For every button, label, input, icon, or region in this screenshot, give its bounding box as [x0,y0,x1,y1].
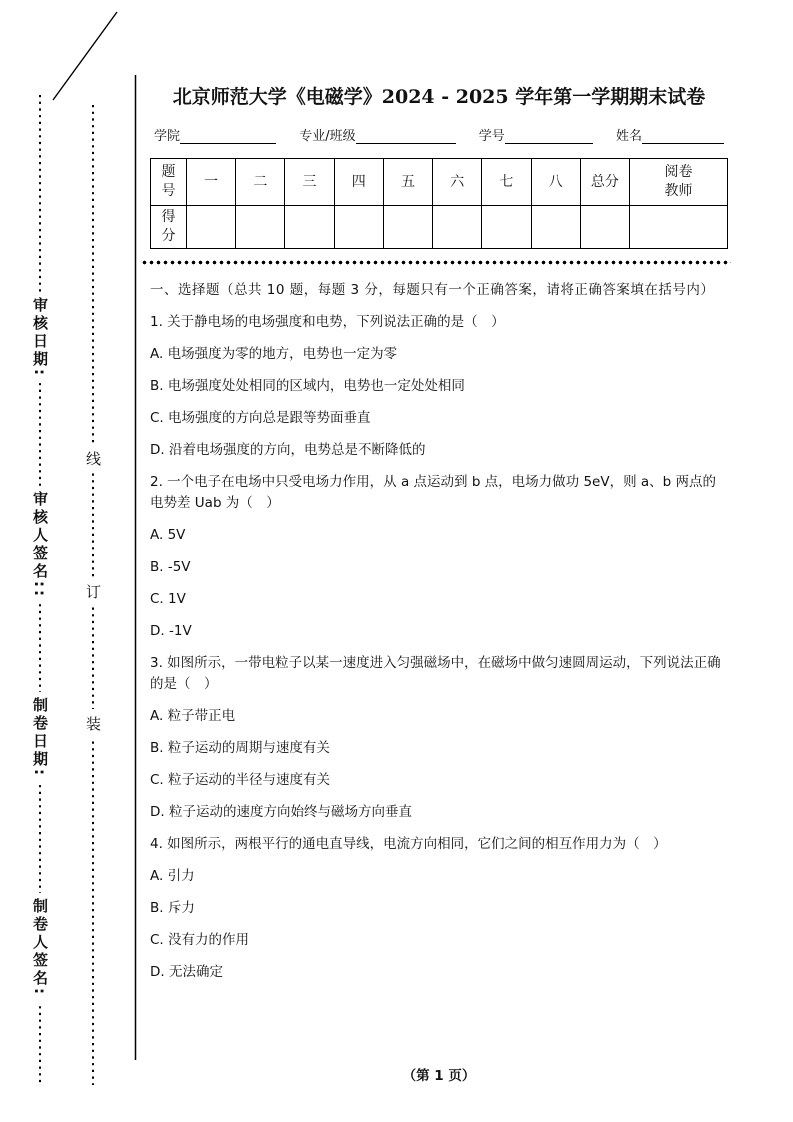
question-4-text: 4. 如图所示，两根平行的通电直导线，电流方向相同，它们之间的相互作用力为（ ） [150,836,667,852]
column-header-cell: 二 [236,159,285,206]
score-cell [383,206,432,249]
question-4-option-d: D. 无法确定 [150,964,223,980]
question-3-option-b: B. 粒子运动的周期与速度有关 [150,740,330,756]
question-4-option-c: C. 没有力的作用 [150,932,250,948]
binding-line-char-zhuang: 装 [85,709,102,738]
question-3-option-a: A. 粒子带正电 [150,708,236,724]
exam-content [150,82,728,994]
section-title: 一、选择题（总共 10 题，每题 3 分，每题只有一个正确答案，请将正确答案填在括号内） [150,282,715,298]
name-field [616,125,724,144]
questions-section [150,280,728,983]
question-2-option-b: B. -5V [150,559,191,575]
total-score-header-cell: 总分 [580,159,629,206]
name-label: 姓名 [615,129,642,144]
column-header-cell: 一 [187,159,236,206]
question-1-text: 1. 关于静电场的电场强度和电势，下列说法正确的是（ ） [150,314,505,330]
score-cell [531,206,580,249]
grader-line-2: 教师 [664,183,693,199]
college-field [154,125,276,144]
college-blank-line [180,129,276,144]
name-blank-line [642,129,724,144]
score-cell [187,206,236,249]
score-cell [433,206,482,249]
question-4-option-b: B. 斥力 [150,900,195,916]
score-char-2: 分 [161,228,176,244]
question-3-option-c: C. 粒子运动的半径与速度有关 [150,772,331,788]
major-class-label: 专业/班级 [299,129,356,144]
major-class-field [299,125,455,144]
question-1-option-d: D. 沿着电场强度的方向，电势总是不断降低的 [150,442,426,458]
student-id-blank-line [505,129,593,144]
binding-line-char-ding: 订 [85,577,102,606]
grader-score-cell [630,206,728,249]
score-table-score-row [151,206,728,249]
score-char-1: 得 [161,209,176,226]
reviewer-signature-label: 审核人签名:: [30,486,51,604]
question-1-option-a: A. 电场强度为零的地方，电势也一定为零 [150,346,398,362]
question-4-option-a: A. 引力 [150,868,195,884]
paper-making-date-label: 制卷日期: [30,692,51,783]
paper-maker-signature-label: 制卷人签名: [30,893,51,1002]
column-header-cell: 六 [433,159,482,206]
corner-char-2: 号 [161,183,176,199]
score-cell [334,206,383,249]
question-3-text: 3. 如图所示，一带电粒子以某一速度进入匀强磁场中，在磁场中做匀速圆周运动，下列说法正确的是（ ） [150,655,721,692]
score-cell [285,206,334,249]
question-1-option-b: B. 电场强度处处相同的区域内，电势也一定处处相同 [150,378,465,394]
college-label: 学院 [154,129,181,144]
column-header-cell: 五 [383,159,432,206]
corner-char-1: 题 [161,164,176,181]
exam-title: 北京师范大学《电磁学》2024 - 2025 学年第一学期期末试卷 [172,86,706,108]
column-header-cell: 八 [531,159,580,206]
column-header-cell: 三 [285,159,334,206]
question-1-option-c: C. 电场强度的方向总是跟等势面垂直 [150,410,371,426]
page-number: （第 1 页） [402,1068,476,1084]
score-cell [236,206,285,249]
binding-line-char-xian: 线 [85,444,102,473]
major-class-blank-line [356,129,456,144]
column-header-cell: 四 [334,159,383,206]
score-table [150,158,728,249]
question-2-option-a: A. 5V [150,527,186,543]
review-date-label: 审核日期: [30,292,51,383]
question-2-option-d: D. -1V [150,623,192,639]
student-id-label: 学号 [478,129,505,144]
student-id-field [479,125,593,144]
question-2-text: 2. 一个电子在电场中只受电场力作用，从 a 点运动到 b 点，电场力做功 5eV，则 a、b 两点的电势差 Uab 为（ ） [150,474,717,511]
student-info-row [150,125,728,144]
question-3-option-d: D. 粒子运动的速度方向始终与磁场方向垂直 [150,804,412,820]
question-2-option-c: C. 1V [150,591,186,607]
score-cell [482,206,531,249]
column-header-cell: 七 [482,159,531,206]
total-score-cell [580,206,629,249]
diagonal-corner-line [53,12,117,100]
grader-header-cell [630,159,728,206]
dotted-separator [141,260,731,265]
score-label-cell [151,206,187,249]
score-table-header-row [151,159,728,206]
question-number-header-cell [151,159,187,206]
grader-line-1: 阅卷 [664,164,693,181]
